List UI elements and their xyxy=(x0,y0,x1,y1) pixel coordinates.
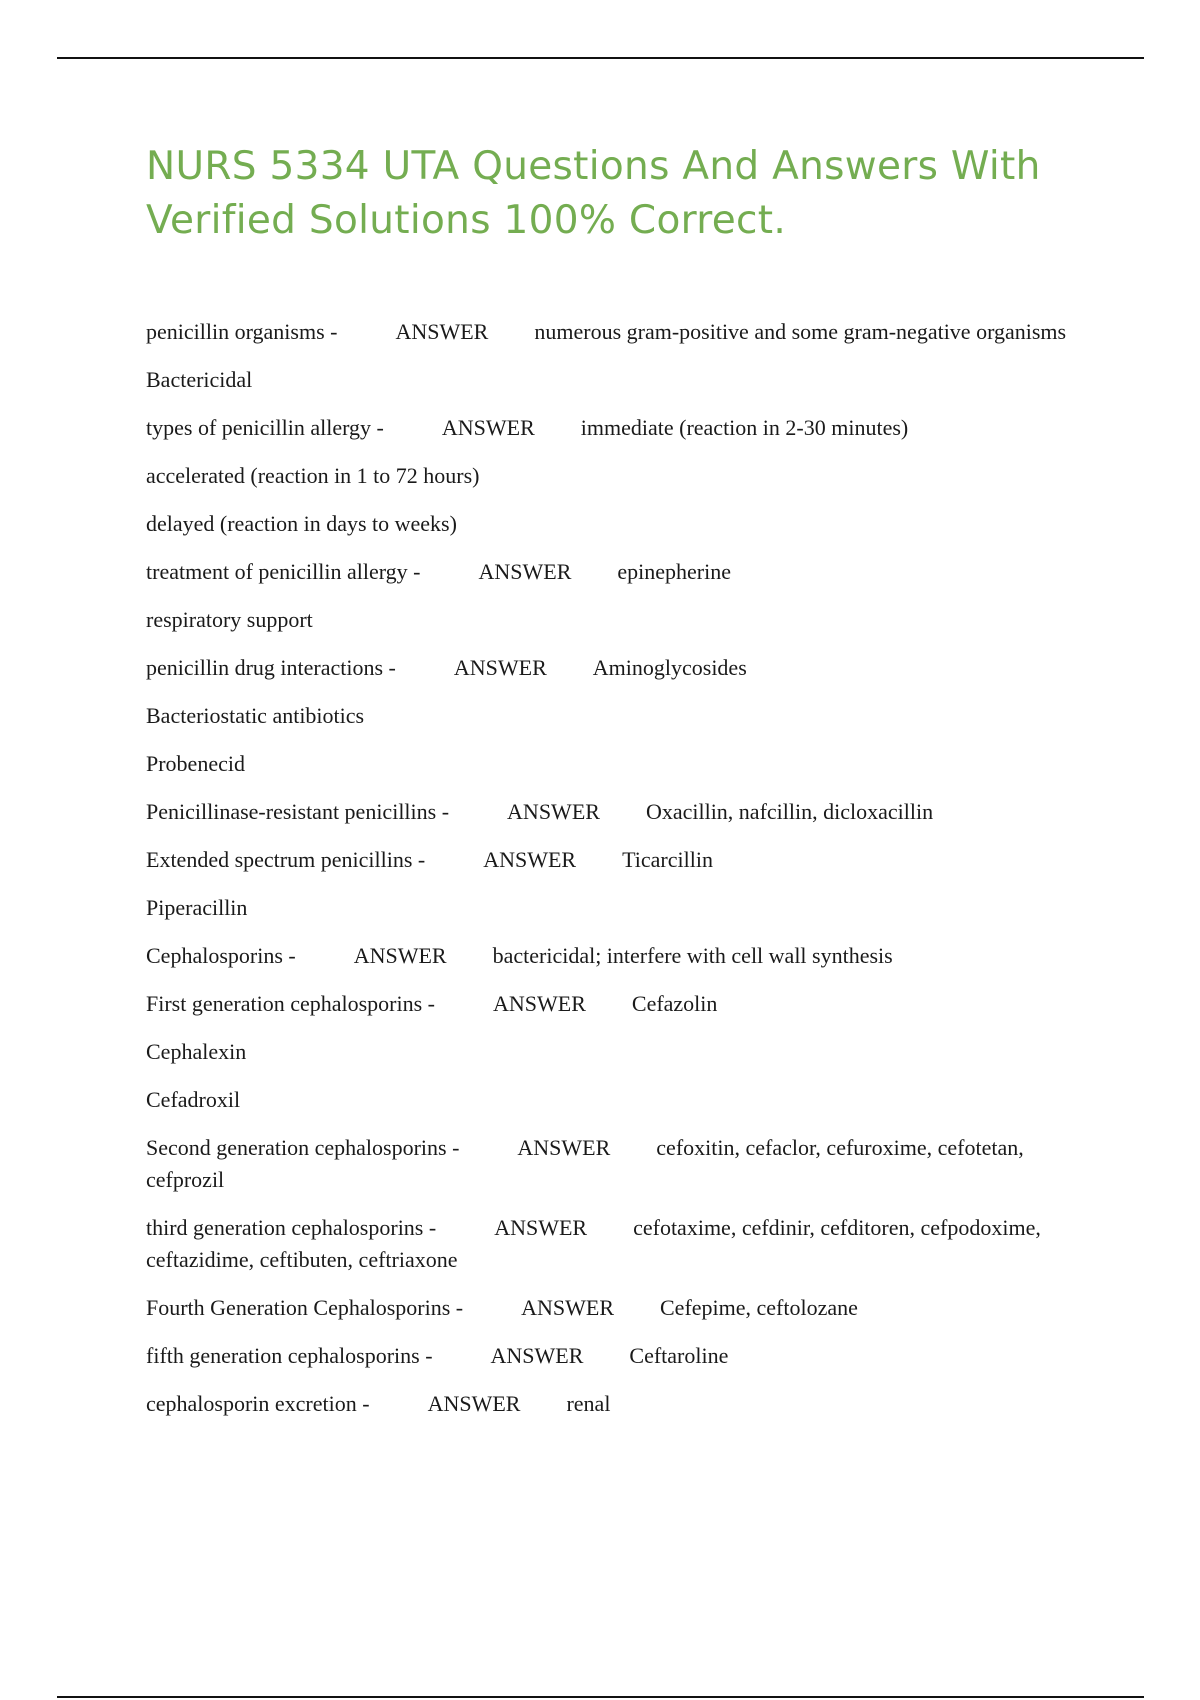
entry-term: Extended spectrum penicillins - xyxy=(146,847,426,872)
entry-term: treatment of penicillin allergy - xyxy=(146,559,421,584)
entry-answer: renal xyxy=(566,1391,611,1416)
answer-label: ANSWER xyxy=(353,943,447,968)
answer-label: ANSWER xyxy=(427,1391,521,1416)
qa-entry xyxy=(146,556,1076,588)
answer-label: ANSWER xyxy=(507,799,600,824)
qa-entry xyxy=(146,844,1076,876)
answer-label: ANSWER xyxy=(490,1343,584,1368)
entry-answer: bactericidal; interfere with cell wall synthesis xyxy=(492,943,893,968)
answer-continuation: Bacteriostatic antibiotics xyxy=(146,703,365,728)
qa-entry xyxy=(146,412,1076,444)
qa-entry xyxy=(146,1132,1076,1196)
entry-answer: epinepherine xyxy=(617,559,731,584)
entry-answer: Aminoglycosides xyxy=(592,655,747,680)
qa-entry xyxy=(146,1388,1076,1420)
entry-term: Cephalosporins - xyxy=(146,943,296,968)
answer-continuation: Cephalexin xyxy=(146,1039,247,1064)
entry-term: First generation cephalosporins - xyxy=(146,991,435,1016)
answer-label: ANSWER xyxy=(453,655,547,680)
entry-answer: Ceftaroline xyxy=(629,1343,729,1368)
entry-term: fifth generation cephalosporins - xyxy=(146,1343,433,1368)
answer-continuation: Bactericidal xyxy=(146,367,253,392)
qa-entry xyxy=(146,940,1076,972)
entry-term: Fourth Generation Cephalosporins - xyxy=(146,1295,464,1320)
entry-term: third generation cephalosporins - xyxy=(146,1215,437,1240)
answer-continuation: delayed (reaction in days to weeks) xyxy=(146,511,457,536)
answer-continuation: respiratory support xyxy=(146,607,313,632)
answer-continuation: Piperacillin xyxy=(146,895,248,920)
entry-term: cephalosporin excretion - xyxy=(146,1391,370,1416)
answer-label: ANSWER xyxy=(395,319,489,344)
entry-answer: numerous gram-positive and some gram-negative organisms xyxy=(534,319,1067,344)
entry-answer: Cefepime, ceftolozane xyxy=(660,1295,858,1320)
entry-answer: Oxacillin, nafcillin, dicloxacillin xyxy=(645,799,934,824)
answer-continuation: accelerated (reaction in 1 to 72 hours) xyxy=(146,463,480,488)
answer-continuation: Probenecid xyxy=(146,751,245,776)
answer-label: ANSWER xyxy=(478,559,572,584)
top-rule xyxy=(57,57,1144,59)
bottom-rule xyxy=(57,1696,1144,1698)
entry-term: types of penicillin allergy - xyxy=(146,415,384,440)
page-title: NURS 5334 UTA Questions And Answers With Verified Solutions 100% Correct. xyxy=(146,144,1041,243)
answer-label: ANSWER xyxy=(441,415,535,440)
entry-answer: Cefazolin xyxy=(631,991,718,1016)
qa-list xyxy=(146,316,1076,1436)
answer-continuation: Cefadroxil xyxy=(146,1087,241,1112)
answer-label: ANSWER xyxy=(493,991,586,1016)
entry-term: penicillin organisms - xyxy=(146,319,338,344)
answer-label: ANSWER xyxy=(521,1295,614,1320)
entry-answer: cefotaxime, cefdinir, cefditoren, cefpodoxime, ceftazidime, ceftibuten, ceftriaxone xyxy=(146,1215,1041,1272)
qa-entry xyxy=(146,1292,1076,1324)
qa-entry xyxy=(146,796,1076,828)
qa-entry xyxy=(146,316,1076,348)
entry-answer: cefoxitin, cefaclor, cefuroxime, cefotetan, cefprozil xyxy=(146,1135,1024,1192)
answer-label: ANSWER xyxy=(494,1215,588,1240)
qa-entry xyxy=(146,652,1076,684)
answer-label: ANSWER xyxy=(517,1135,611,1160)
qa-entry xyxy=(146,1340,1076,1372)
entry-term: Second generation cephalosporins - xyxy=(146,1135,460,1160)
entry-term: Penicillinase-resistant penicillins - xyxy=(146,799,450,824)
qa-entry xyxy=(146,1212,1076,1276)
answer-label: ANSWER xyxy=(483,847,577,872)
entry-answer: immediate (reaction in 2-30 minutes) xyxy=(580,415,909,440)
entry-term: penicillin drug interactions - xyxy=(146,655,396,680)
entry-answer: Ticarcillin xyxy=(622,847,713,872)
qa-entry xyxy=(146,988,1076,1020)
